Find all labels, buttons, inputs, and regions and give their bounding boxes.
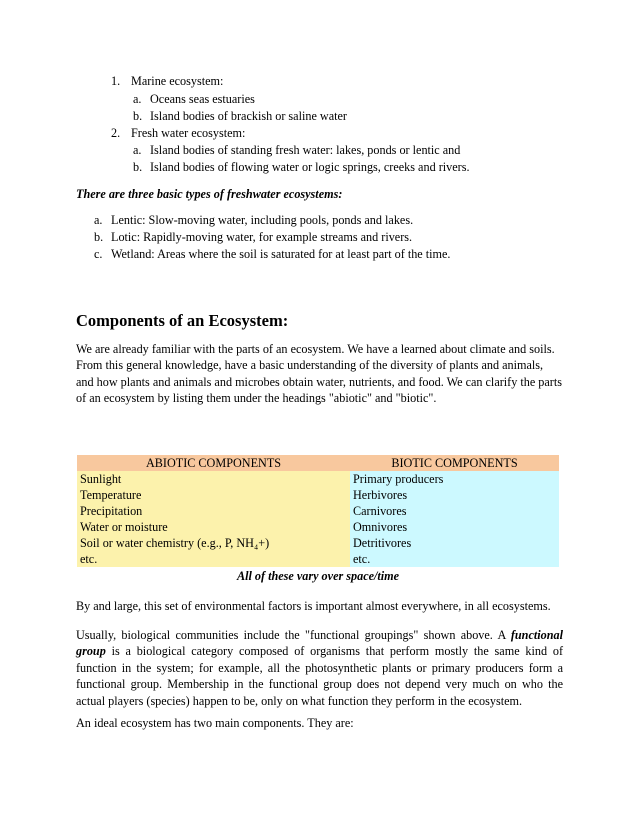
sub-letter: a. (133, 92, 142, 106)
functional-text-before: Usually, biological communities include the "functional groupings" shown above. A (76, 628, 511, 642)
sub-list-item (133, 108, 347, 124)
table-header-row (77, 455, 559, 471)
sub-letter: b. (133, 109, 143, 123)
sub-text: Island bodies of brackish or saline water (150, 109, 347, 123)
freshwater-type-item (94, 246, 450, 262)
table-row (77, 503, 559, 519)
freshwater-heading: There are three basic types of freshwater ecosystems: (76, 187, 343, 201)
sub-letter: c. (94, 247, 103, 261)
sub-text: Wetland: Areas where the soil is saturated for at least part of the time. (111, 247, 451, 261)
biotic-header: BIOTIC COMPONENTS (350, 455, 559, 471)
intro-paragraph: We are already familiar with the parts of an ecosystem. We have a learned about climate and soils. From this general knowledge, have a basic understanding of the diversity of plants and animals, and how plants and animals and microbes obtain water, nutrients, and food. We can clarify the parts of an ecosystem by listing them under the headings "abiotic" and "biotic". (76, 342, 562, 406)
biotic-cell: Omnivores (350, 519, 559, 535)
list-number: 2. (111, 126, 121, 140)
sub-letter: a. (133, 143, 142, 157)
table-row (77, 471, 559, 487)
abiotic-cell: etc. (77, 551, 350, 567)
sub-text: Island bodies of flowing water or logic springs, creeks and rivers. (150, 160, 470, 174)
biotic-cell: Detritivores (350, 535, 559, 551)
sub-list-item (133, 159, 470, 175)
sub-text: Oceans seas estuaries (150, 92, 255, 106)
abiotic-cell: Sunlight (77, 471, 350, 487)
table-row (77, 519, 559, 535)
sub-list-item (133, 142, 460, 158)
table-row (77, 551, 559, 567)
functional-text-after: is a biological category composed of organisms that perform mostly the same kind of function in the system; for example, all the photosynthetic plants or primary producers form a functional group. Membership in the functional group does not depend very much on who the actual players (species) happen to be, only on what function they perform in the ecosystem. (76, 644, 563, 708)
freshwater-type-item (94, 212, 413, 228)
abiotic-cell: Temperature (77, 487, 350, 503)
list-number: 1. (111, 74, 121, 88)
abiotic-header: ABIOTIC COMPONENTS (77, 455, 350, 471)
factors-paragraph: By and large, this set of environmental factors is important almost everywhere, in all ecosystems. (76, 599, 551, 613)
sub-letter: a. (94, 213, 103, 227)
list-item-marine (111, 73, 223, 89)
sub-text: Lotic: Rapidly-moving water, for example streams and rivers. (111, 230, 413, 244)
abiotic-cell: Water or moisture (77, 519, 350, 535)
abiotic-cell: Soil or water chemistry (e.g., P, NH₄+) (77, 535, 350, 551)
functional-group-term: functional group (76, 628, 563, 659)
sub-letter: b. (133, 160, 143, 174)
ideal-ecosystem-paragraph: An ideal ecosystem has two main components. They are: (76, 716, 354, 730)
list-text: Marine ecosystem: (131, 74, 224, 88)
functional-group-paragraph (76, 627, 563, 709)
biotic-cell: Primary producers (350, 471, 559, 487)
list-text: Fresh water ecosystem: (131, 126, 246, 140)
biotic-cell: etc. (350, 551, 559, 567)
sub-list-item (133, 91, 255, 107)
biotic-cell: Herbivores (350, 487, 559, 503)
freshwater-type-item (94, 229, 412, 245)
table-row (77, 535, 559, 551)
abiotic-cell: Precipitation (77, 503, 350, 519)
table-row (77, 487, 559, 503)
sub-letter: b. (94, 230, 104, 244)
table-caption: All of these vary over space/time (236, 569, 400, 583)
components-table (77, 455, 559, 567)
components-heading: Components of an Ecosystem: (76, 311, 289, 330)
list-item-freshwater (111, 125, 245, 141)
sub-text: Island bodies of standing fresh water: lakes, ponds or lentic and (150, 143, 461, 157)
biotic-cell: Carnivores (350, 503, 559, 519)
sub-text: Lentic: Slow-moving water, including pools, ponds and lakes. (111, 213, 414, 227)
